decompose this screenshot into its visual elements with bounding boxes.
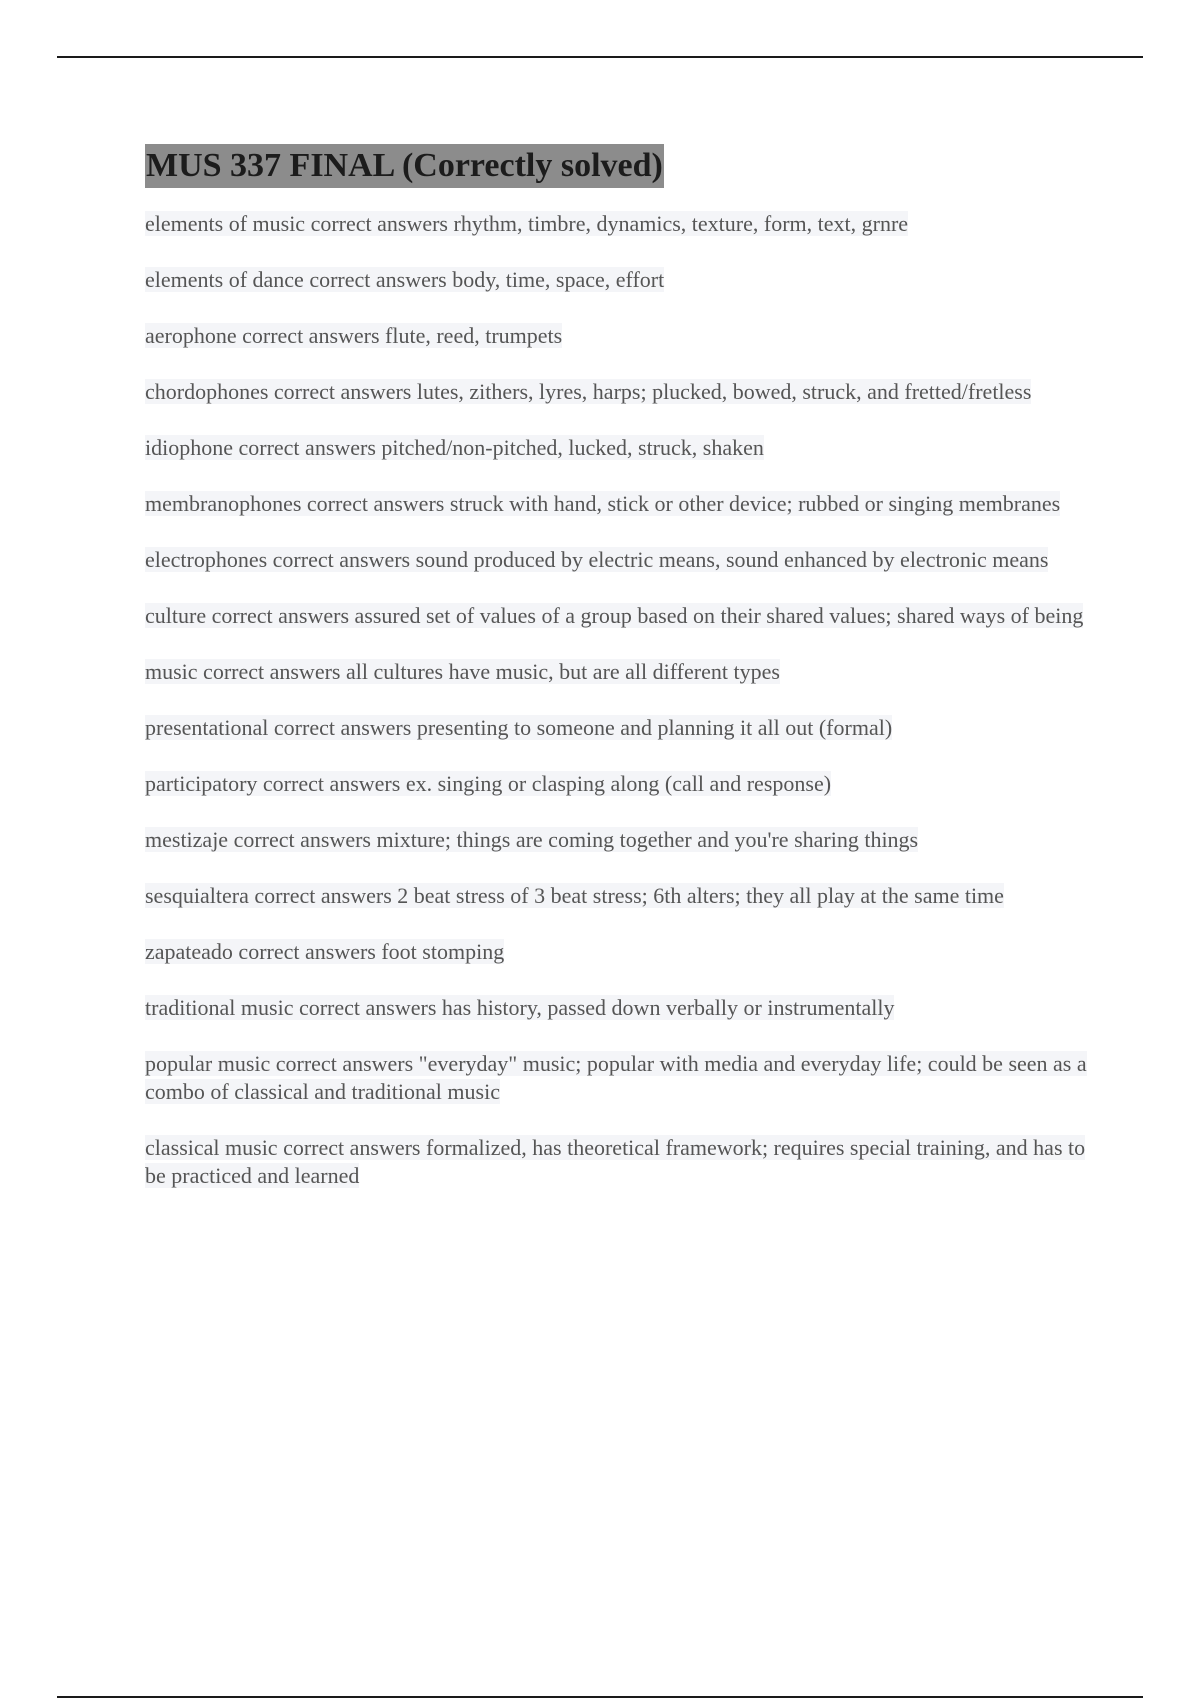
qa-item: music correct answers all cultures have music, but are all different types [145,659,780,684]
qa-item: classical music correct answers formalized, has theoretical framework; requires special training, and has to be practiced and learned [145,1135,1086,1188]
qa-item: popular music correct answers "everyday" music; popular with media and everyday life; could be seen as a combo of classical and traditional music [145,1051,1087,1104]
qa-item: mestizaje correct answers mixture; things are coming together and you're sharing things [145,827,919,852]
qa-item: zapateado correct answers foot stomping [145,939,505,964]
qa-item: participatory correct answers ex. singing or clasping along (call and response) [145,771,832,796]
qa-item: sesquialtera correct answers 2 beat stress of 3 beat stress; 6th alters; they all play at the same time [145,883,1004,908]
qa-item: chordophones correct answers lutes, zithers, lyres, harps; plucked, bowed, struck, and fretted/fretless [145,379,1032,404]
qa-item: membranophones correct answers struck with hand, stick or other device; rubbed or singing membranes [145,491,1061,516]
qa-item: culture correct answers assured set of values of a group based on their shared values; shared ways of being [145,603,1084,628]
qa-item: presentational correct answers presenting to someone and planning it all out (formal) [145,715,893,740]
qa-item: electrophones correct answers sound produced by electric means, sound enhanced by electronic means [145,547,1049,572]
footer-rule [57,1696,1143,1698]
qa-item: traditional music correct answers has history, passed down verbally or instrumentally [145,995,895,1020]
qa-list [145,210,1095,1190]
document-body [145,144,1095,1190]
qa-item: idiophone correct answers pitched/non-pitched, lucked, struck, shaken [145,435,764,460]
qa-item: aerophone correct answers flute, reed, trumpets [145,323,563,348]
qa-item: elements of music correct answers rhythm, timbre, dynamics, texture, form, text, grnre [145,211,909,236]
document-title: MUS 337 FINAL (Correctly solved) [145,144,664,188]
qa-item: elements of dance correct answers body, time, space, effort [145,267,665,292]
header-rule [57,56,1143,58]
